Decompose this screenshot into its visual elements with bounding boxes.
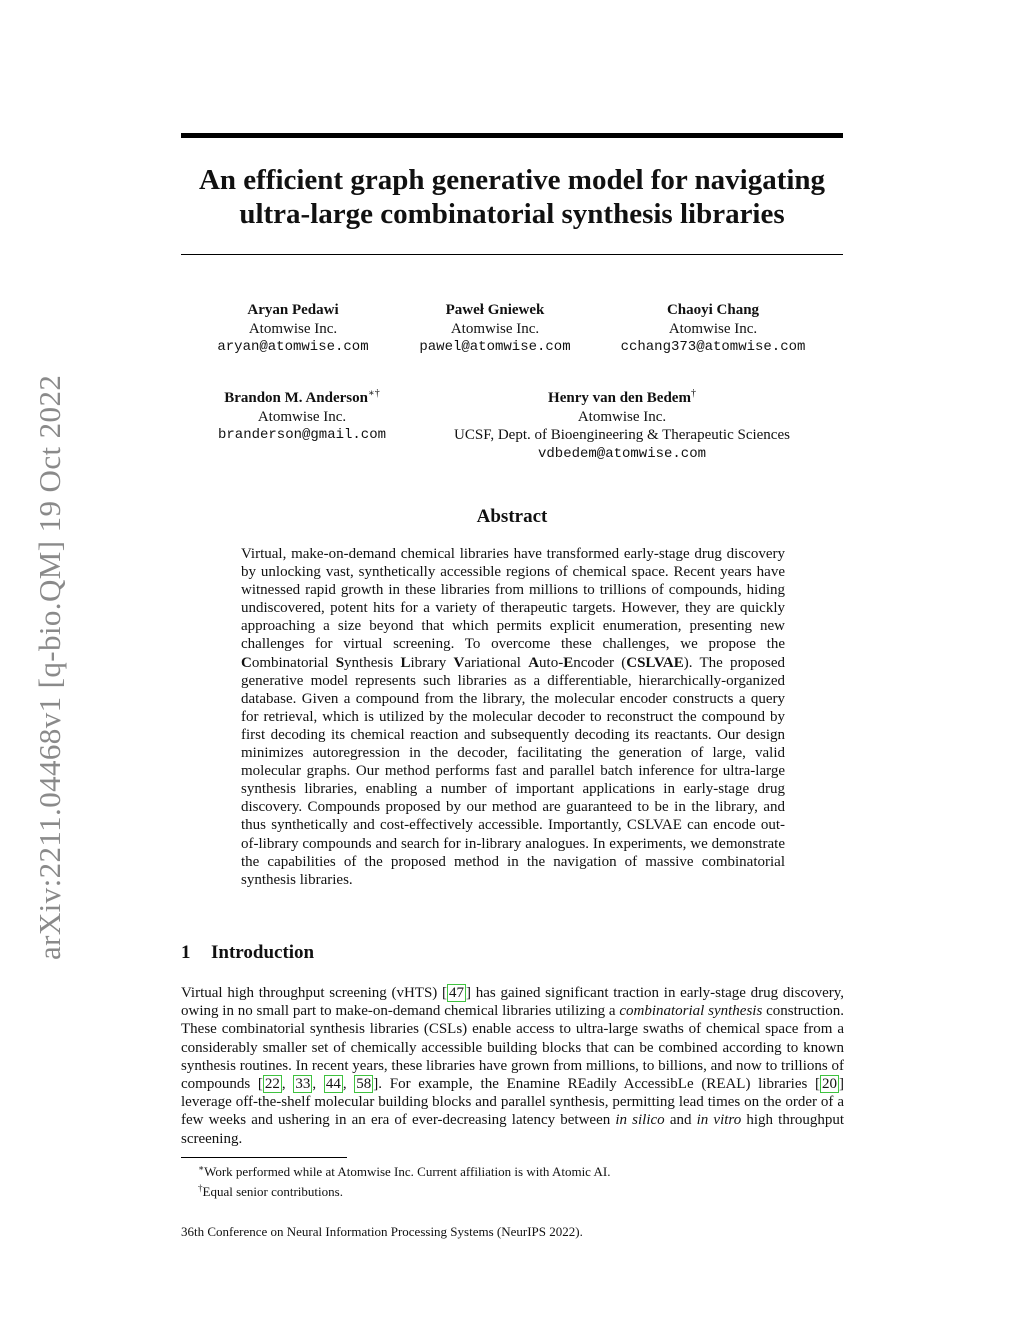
section-title: Introduction	[211, 942, 315, 963]
author-email[interactable]: branderson@gmail.com	[217, 427, 387, 443]
title-line-2: ultra-large combinatorial synthesis libraries	[239, 198, 785, 230]
title-bottom-rule	[181, 254, 843, 255]
author-email[interactable]: pawel@atomwise.com	[419, 339, 571, 355]
footnotes	[181, 1160, 844, 1200]
author-name: Brandon M. Anderson∗†	[224, 388, 380, 406]
author-email[interactable]: cchang373@atomwise.com	[620, 339, 806, 355]
author-affiliation: Atomwise Inc.	[668, 320, 758, 337]
citation-link[interactable]: 47	[449, 985, 465, 1001]
footnote: †Equal senior contributions.	[198, 1183, 343, 1199]
author-affiliation-2: UCSF, Dept. of Bioengineering & Therapeutic Sciences	[454, 427, 790, 443]
author-name: Henry van den Bedem†	[548, 388, 696, 406]
footnote-rule	[181, 1157, 347, 1158]
author-affiliation: Atomwise Inc.	[257, 408, 347, 425]
author-affiliation: Atomwise Inc.	[450, 320, 540, 337]
author-footnote-mark: ∗†	[368, 388, 380, 399]
author-block	[192, 385, 412, 445]
arxiv-watermark: arXiv:2211.04468v1 [q-bio.QM] 19 Oct 2022	[32, 374, 67, 960]
citation-link[interactable]: 22	[264, 1076, 280, 1093]
author-name: Aryan Pedawi	[247, 302, 339, 318]
citation-link[interactable]: 58	[356, 1076, 372, 1093]
footnote: ∗Work performed while at Atomwise Inc. Current affiliation is with Atomic AI.	[198, 1163, 611, 1179]
author-block	[603, 301, 823, 357]
introduction-body	[181, 984, 844, 1148]
author-footnote-mark: †	[690, 388, 696, 399]
abstract-heading: Abstract	[476, 506, 548, 527]
citation-link[interactable]: 44	[325, 1076, 341, 1093]
author-block	[395, 301, 595, 357]
title-top-rule	[181, 133, 843, 138]
author-name: Paweł Gniewek	[445, 302, 545, 318]
author-name: Chaoyi Chang	[666, 302, 760, 318]
citation-link[interactable]: 33	[295, 1076, 311, 1093]
author-block	[193, 301, 393, 357]
author-email[interactable]: vdbedem@atomwise.com	[537, 445, 707, 462]
author-affiliation: Atomwise Inc.	[577, 408, 667, 425]
abstract-paragraph: Virtual, make-on-demand chemical libraries have transformed early-stage drug discovery by unlocking vast, synthetically accessible regions of chemical space. Recent years have witnessed rapid growth in these libraries from millions to trillions of compounds, hiding undiscovered, potent hits for a variety of therapeutic targets. However, they are quickly approaching a size beyond that which permits explicit enumeration, presenting new challenges for virtual screening. To overcome these challenges, we propose the Combinatorial Synthesis Library Variational Auto-Encoder (CSLVAE). The proposed generative model represents such libraries as a differentiable, hierarchically-organized database. Given a compound from the library, the molecular encoder constructs a query for retrieval, which is utilized by the molecular decoder to reconstruct the compound by first decoding its chemical reaction and subsequently decoding its reactants. Our design minimizes autoregression in the decoder, facilitating the generation of large, valid molecular graphs. Our method performs fast and parallel batch inference for ultra-large synthesis libraries, enabling a number of important applications in early-stage drug discovery. Compounds proposed by our method are guaranteed to be in the library, and thus synthetically and cost-effectively accessible. Importantly, CSLVAE can encode out-of-library compounds and search for in-library analogues. In experiments, we demonstrate the capabilities of the proposed method in the navigation of massive combinatorial synthesis libraries.	[241, 546, 785, 888]
title-line-1: An efficient graph generative model for navigating	[198, 164, 826, 196]
section-number: 1	[181, 942, 191, 963]
section-heading-introduction	[181, 942, 314, 964]
author-block	[422, 385, 822, 463]
author-affiliation: Atomwise Inc.	[248, 320, 338, 337]
author-email[interactable]: aryan@atomwise.com	[217, 339, 369, 355]
intro-paragraph: Virtual high throughput screening (vHTS) [ 47 ] has gained significant traction in early-stage drug discovery, owing in no small part to make-on-demand chemical libraries utilizing a combinatorial synthesis construction. These combinatorial synthesis libraries (CSLs) enable access to ultra-large swaths of chemical space from a considerably smaller set of chemically accessible building blocks that can be combined according to known synthesis routines. In recent years, these libraries have grown from millions, to billions, and now to trillions of compounds [ 22 , 33 , 44 , 58 ]. For example, the Enamine REadily AccessibLe (REAL) libraries [ 20 ] leverage off-the-shelf molecular building blocks and parallel synthesis, permitting lead times on the order of a few weeks and ushering in an era of ever-decreasing latency between in silico and in vitro high throughput screening.	[181, 985, 845, 1147]
paper-title	[181, 163, 843, 231]
citation-link[interactable]: 20	[822, 1076, 838, 1093]
abstract-body	[241, 545, 785, 889]
acronym: CSLVAE	[626, 654, 684, 671]
venue-note: 36th Conference on Neural Information Processing Systems (NeurIPS 2022).	[181, 1224, 583, 1239]
